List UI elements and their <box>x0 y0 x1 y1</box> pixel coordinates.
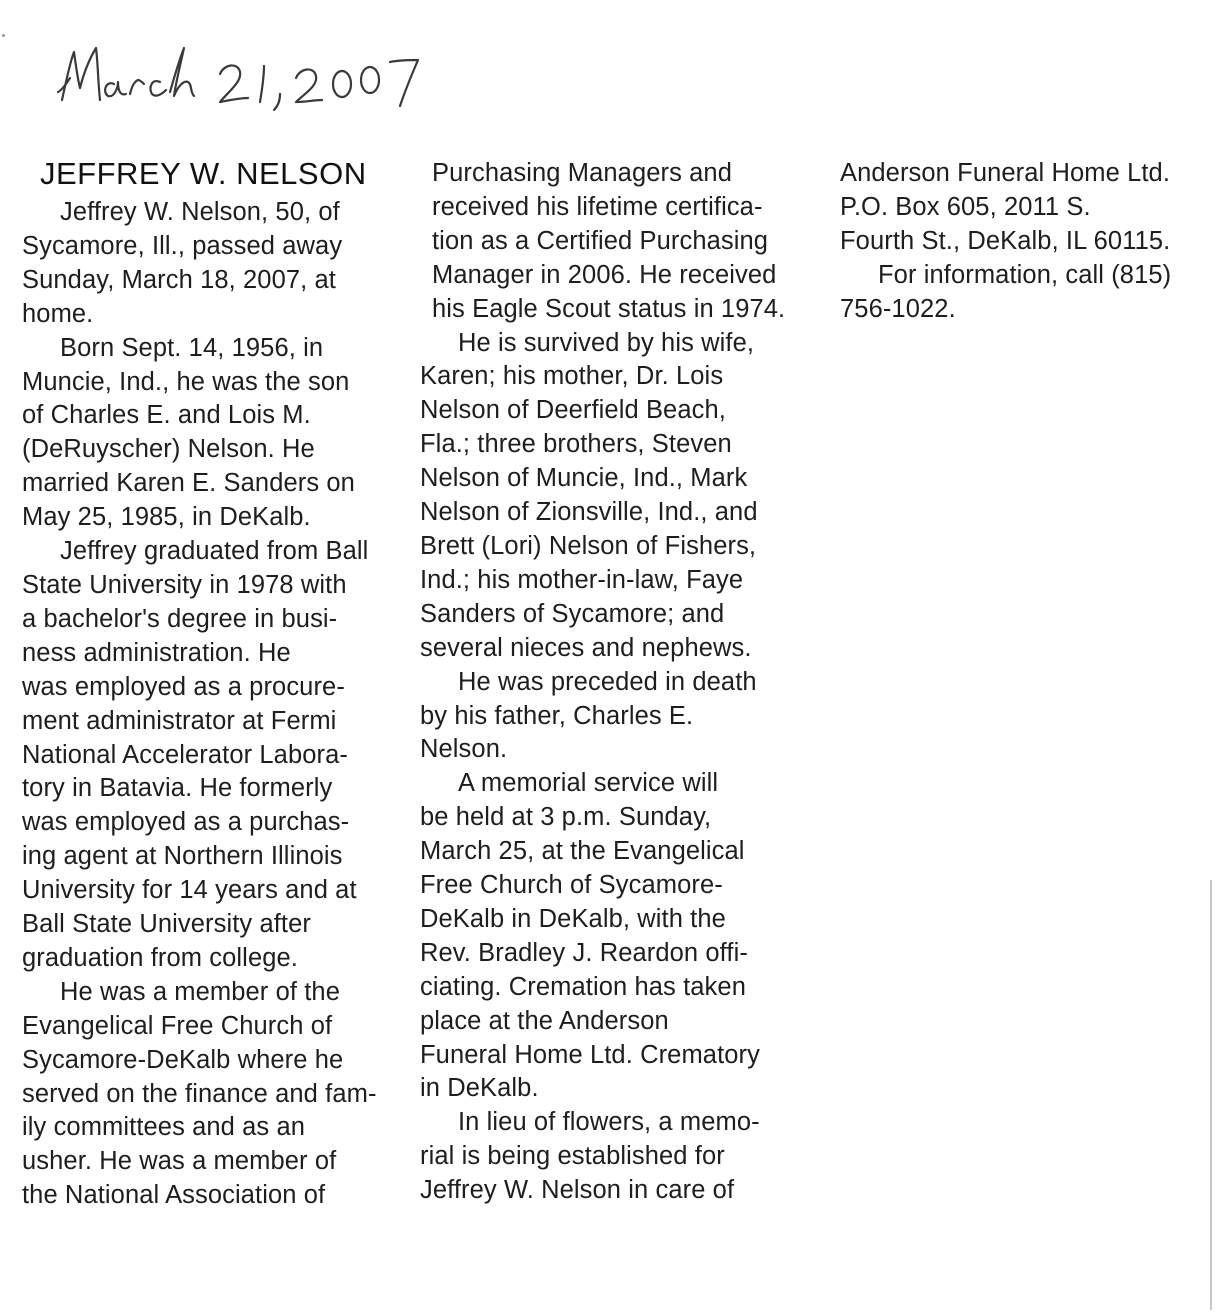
text-line: DeKalb in DeKalb, with the <box>420 904 726 933</box>
text-line: Brett (Lori) Nelson of Fishers, <box>420 531 757 560</box>
text-line: May 25, 1985, in DeKalb. <box>22 503 311 532</box>
text-line: was employed as a procure- <box>22 672 345 701</box>
text-line: Karen; his mother, Dr. Lois <box>420 362 724 391</box>
text-line: ing agent at Northern Illinois <box>22 842 343 871</box>
text-line: State University in 1978 with <box>22 570 347 599</box>
text-line: Sanders of Sycamore; and <box>420 599 725 628</box>
text-line: place at the Anderson <box>420 1006 669 1035</box>
article-column-1 <box>22 150 400 1213</box>
column-1-text <box>22 196 400 1213</box>
text-line: Nelson. <box>420 735 508 764</box>
text-line: (DeRuyscher) Nelson. He <box>22 435 315 464</box>
text-line: Ind.; his mother-in-law, Faye <box>420 565 744 594</box>
text-line: In lieu of flowers, a memo- <box>458 1108 760 1137</box>
text-line: Nelson of Deerfield Beach, <box>420 396 726 425</box>
text-line: Sunday, March 18, 2007, at <box>22 265 336 294</box>
text-line: Fourth St., DeKalb, IL 60115. <box>840 226 1171 255</box>
text-line: graduation from college. <box>22 943 298 972</box>
scan-edge-line <box>1210 880 1212 1310</box>
text-line: Nelson of Zionsville, Ind., and <box>420 498 758 527</box>
text-line: tory in Batavia. He formerly <box>22 774 333 803</box>
text-line: home. <box>22 299 94 328</box>
text-line: the National Association of <box>22 1181 326 1210</box>
text-line: several nieces and nephews. <box>420 633 752 662</box>
text-line: A memorial service will <box>458 769 719 798</box>
text-line: Manager in 2006. He received <box>432 260 777 289</box>
obituary-headline: JEFFREY W. NELSON <box>40 156 367 191</box>
text-line: a bachelor's degree in busi- <box>22 604 338 633</box>
text-line: by his father, Charles E. <box>420 701 694 730</box>
text-line: March 25, at the Evangelical <box>420 837 745 866</box>
scan-speck <box>2 34 5 37</box>
text-line: P.O. Box 605, 2011 S. <box>840 192 1091 221</box>
text-line: Evangelical Free Church of <box>22 1011 333 1040</box>
text-line: He is survived by his wife, <box>458 328 755 357</box>
text-line: his Eagle Scout status in 1974. <box>432 294 786 323</box>
column-2-text <box>420 157 802 1208</box>
text-line: National Accelerator Labora- <box>22 740 348 769</box>
text-line: Ball State University after <box>22 910 311 939</box>
text-line: ness administration. He <box>22 638 291 667</box>
text-line: Anderson Funeral Home Ltd. <box>840 159 1171 187</box>
text-line: served on the finance and fam- <box>22 1079 377 1108</box>
text-line: received his lifetime certifica- <box>432 192 763 221</box>
text-line: Rev. Bradley J. Reardon offi- <box>420 938 748 967</box>
text-line: ily committees and as an <box>22 1113 306 1142</box>
text-line: For information, call (815) <box>878 260 1172 289</box>
text-line: tion as a Certified Purchasing <box>432 226 769 255</box>
text-line: Fla.; three brothers, Steven <box>420 430 732 459</box>
text-line: in DeKalb. <box>420 1074 539 1103</box>
handwritten-date-drawing <box>52 22 432 132</box>
text-line: Jeffrey W. Nelson in care of <box>420 1176 735 1205</box>
column-3-text <box>840 157 1215 327</box>
text-line: 756-1022. <box>840 294 956 323</box>
article-column-3 <box>840 150 1215 327</box>
text-line: Nelson of Muncie, Ind., Mark <box>420 464 748 493</box>
text-line: University for 14 years and at <box>22 876 357 905</box>
handwritten-date <box>52 22 432 132</box>
text-line: married Karen E. Sanders on <box>22 469 355 498</box>
text-line: Purchasing Managers and <box>432 159 732 187</box>
text-line: be held at 3 p.m. Sunday, <box>420 803 712 832</box>
text-line: of Charles E. and Lois M. <box>22 401 311 430</box>
text-line: He was a member of the <box>60 977 340 1006</box>
text-line: Jeffrey W. Nelson, 50, of <box>60 198 340 226</box>
article-column-2 <box>420 150 802 1208</box>
text-line: Born Sept. 14, 1956, in <box>60 333 324 362</box>
text-line: Jeffrey graduated from Ball <box>60 537 369 566</box>
text-line: Sycamore, Ill., passed away <box>22 231 343 260</box>
text-line: Muncie, Ind., he was the son <box>22 367 350 396</box>
text-line: usher. He was a member of <box>22 1147 337 1176</box>
text-line: ciating. Cremation has taken <box>420 972 746 1001</box>
text-line: He was preceded in death <box>458 667 757 696</box>
text-line: Sycamore-DeKalb where he <box>22 1045 344 1074</box>
text-line: ment administrator at Fermi <box>22 706 337 735</box>
text-line: Funeral Home Ltd. Crematory <box>420 1040 760 1069</box>
text-line: was employed as a purchas- <box>22 808 350 837</box>
text-line: rial is being established for <box>420 1142 725 1171</box>
text-line: Free Church of Sycamore- <box>420 871 723 900</box>
